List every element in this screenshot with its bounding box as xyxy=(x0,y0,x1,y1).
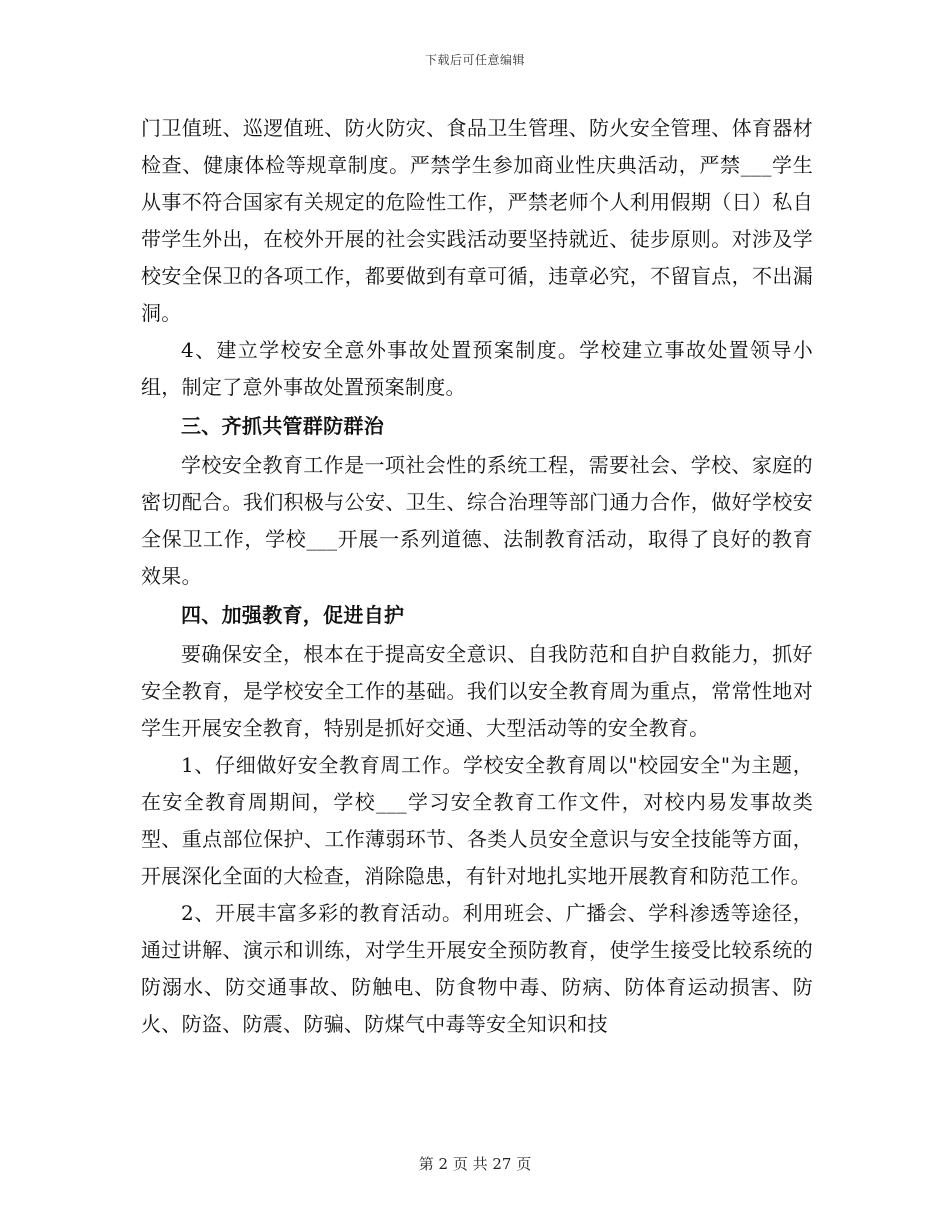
document-body xyxy=(141,110,813,1043)
paragraph-item-4: 4、建立学校安全意外事故处置预案制度。学校建立事故处置领导小组，制定了意外事故处置预案制度。 xyxy=(141,338,813,399)
section-heading-4: 四、加强教育，促进自护 xyxy=(181,603,405,627)
page-header: 下载后可任意编辑 xyxy=(424,53,525,67)
paragraph-item-2: 2、开展丰富多彩的教育活动。利用班会、广播会、学科渗透等途径，通过讲解、演示和训练，对学生开展安全预防教育，使学生接受比较系统的防溺水、防交通事故、防触电、防食物中毒、防病、防体育运动损害、防火、防盗、防震、防骗、防煤气中毒等安全知识和技 xyxy=(141,901,813,1036)
paragraph-section-4: 要确保安全，根本在于提高安全意识、自我防范和自护自救能力，抓好安全教育，是学校安全工作的基础。我们以安全教育周为重点，常常性地对学生开展安全教育，特别是抓好交通、大型活动等的安全教育。 xyxy=(141,642,813,740)
page-number: 第 2 页 共 27 页 xyxy=(418,1155,532,1173)
paragraph-section-3: 学校安全教育工作是一项社会性的系统工程，需要社会、学校、家庭的密切配合。我们积极与公安、卫生、综合治理等部门通力合作，做好学校安全保卫工作，学校___开展一系列道德、法制教育活动，取得了良好的教育效果。 xyxy=(141,453,813,588)
paragraph-continued: 门卫值班、巡逻值班、防火防灾、食品卫生管理、防火安全管理、体育器材检查、健康体检等规章制度。严禁学生参加商业性庆典活动，严禁___学生从事不符合国家有关规定的危险性工作，严禁老师个人利用假期（日）私自带学生外出，在校外开展的社会实践活动要坚持就近、徒步原则。对涉及学校安全保卫的各项工作，都要做到有章可循，违章必究，不留盲点，不出漏洞。 xyxy=(141,116,813,325)
section-heading-3: 三、齐抓共管群防群治 xyxy=(181,414,384,438)
paragraph-item-1: 1、仔细做好安全教育周工作。学校安全教育周以"校园安全"为主题，在安全教育周期间，学校___学习安全教育工作文件，对校内易发事故类型、重点部位保护、工作薄弱环节、各类人员安全意识与安全技能等方面，开展深化全面的大检查，消除隐患，有针对地扎实地开展教育和防范工作。 xyxy=(141,753,813,888)
